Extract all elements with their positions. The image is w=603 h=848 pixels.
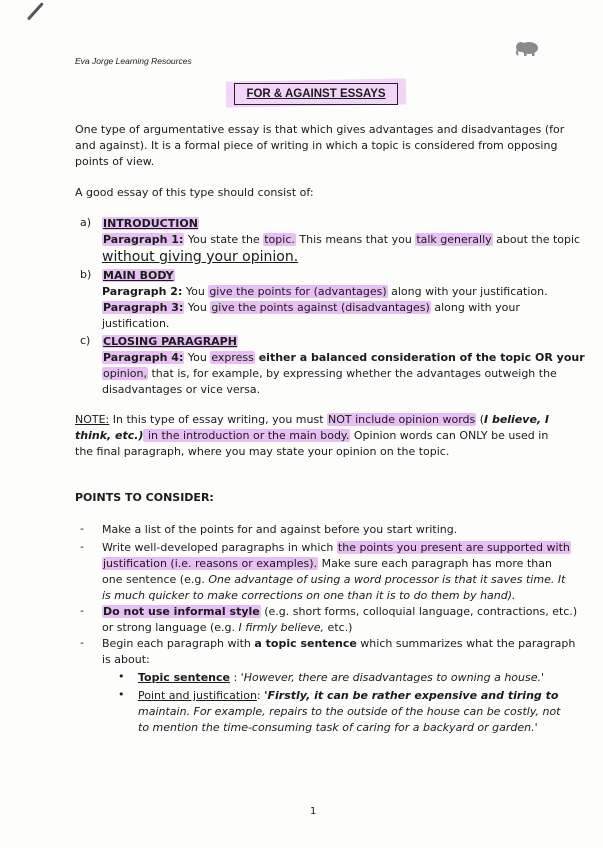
p4-text-2: either a balanced consideration of the topic OR your xyxy=(254,351,585,364)
p3pt-text-1: (e.g. short forms, colloquial language, contractions, etc.) xyxy=(260,605,578,618)
point-2-line-3 xyxy=(102,572,565,588)
p3pt-highlight: Do not use informal style xyxy=(103,605,260,618)
consist-line: A good essay of this type should consist of: xyxy=(75,186,314,199)
section-a-label: a) xyxy=(80,216,92,229)
p2-prefix: Paragraph 2: xyxy=(102,285,183,298)
p1-prefix: Paragraph 1: xyxy=(103,233,184,246)
dash-1: - xyxy=(80,522,84,535)
point-2-line-1 xyxy=(102,540,571,556)
section-b-heading xyxy=(102,268,175,284)
paragraph-4-line-3: disadvantages or vice versa. xyxy=(102,383,261,396)
p2pt-line3-italic: One advantage of using a word processor is that it saves time. It xyxy=(208,573,566,586)
subpoint-2-label: Point and justification xyxy=(138,689,257,702)
note-highlight-2: in the introduction or the main body. xyxy=(144,429,350,442)
point-2-line-4: is much quicker to make corrections on one than it is to do them by hand). xyxy=(102,589,516,602)
p1-topic: topic. xyxy=(264,233,295,246)
dash-3: - xyxy=(80,604,84,617)
note-line-1 xyxy=(75,412,549,428)
p1-text-3: about the topic xyxy=(492,233,581,246)
bullet-2: • xyxy=(118,688,125,701)
subpoint-1-sep: : xyxy=(229,671,241,684)
subpoint-2-sep: : xyxy=(256,689,265,702)
p2pt-text-1: Write well-developed paragraphs in which xyxy=(102,541,337,554)
p2pt-line2-rest: Make sure each paragraph has more than xyxy=(318,557,552,570)
note-text-2: ( xyxy=(476,413,485,426)
subpoint-2-line-2: maintain. For example, repairs to the outside of the house can be costly, not xyxy=(138,705,561,718)
p3-prefix: Paragraph 3: xyxy=(103,301,184,314)
note-text-1: In this type of essay writing, you must xyxy=(109,413,328,426)
section-c-heading-text: CLOSING PARAGRAPH xyxy=(103,335,237,348)
elephant-icon xyxy=(515,40,539,56)
paragraph-4-line-1 xyxy=(102,350,585,366)
paragraph-3-line-1 xyxy=(102,300,520,316)
p2pt-highlight: the points you present are supported with xyxy=(337,541,570,554)
subpoint-1-label: Topic sentence xyxy=(138,671,230,684)
p4-line2-rest: that is, for example, by expressing whether the advantages outweigh the xyxy=(148,367,557,380)
note-line-3: the final paragraph, where you may state your opinion on the topic. xyxy=(75,445,450,458)
dash-4: - xyxy=(80,636,84,649)
intro-line-2: and against). It is a formal piece of writing in which a topic is considered from opposing xyxy=(75,139,558,152)
p4-express: express xyxy=(211,351,254,364)
p4pt-text-1: Begin each paragraph with xyxy=(102,637,255,650)
paragraph-4-line-2 xyxy=(102,366,557,382)
p2pt-line3-text: one sentence (e.g. xyxy=(102,573,209,586)
p4-prefix: Paragraph 4: xyxy=(103,351,184,364)
point-2-line-2 xyxy=(102,556,552,572)
intro-line-1: One type of argumentative essay is that which gives advantages and disadvantages (for xyxy=(75,123,565,136)
p2-text-1: You xyxy=(182,285,209,298)
point-1: Make a list of the points for and against before you start writing. xyxy=(102,523,458,536)
subpoint-2-line-3: to mention the time-consuming task of caring for a backyard or garden.' xyxy=(138,721,538,734)
p3-highlight: give the points against (disadvantages) xyxy=(211,301,430,314)
section-b-heading-text: MAIN BODY xyxy=(103,269,174,282)
page-number: 1 xyxy=(310,806,317,817)
note-label: NOTE: xyxy=(75,413,110,426)
p2-text-2: along with your justification. xyxy=(387,285,548,298)
p3pt-line2-text-2: etc.) xyxy=(324,621,353,634)
p4-opinion: opinion, xyxy=(103,367,147,380)
point-4-line-1 xyxy=(102,636,575,652)
p4-text-1: You xyxy=(184,351,211,364)
p1-general: talk generally xyxy=(416,233,492,246)
intro-line-3: points of view. xyxy=(75,155,155,168)
point-4-line-2: is about: xyxy=(102,653,150,666)
note-line2-rest: Opinion words can ONLY be used in xyxy=(350,429,549,442)
p4pt-bold: a topic sentence xyxy=(254,637,357,650)
p3-text-2: along with your xyxy=(430,301,520,314)
subpoint-2-line-1 xyxy=(138,688,558,704)
p3-text-1: You xyxy=(184,301,211,314)
title-block xyxy=(226,78,406,108)
p4pt-text-2: which summarizes what the paragraph xyxy=(356,637,576,650)
paragraph-3-line-2: justification. xyxy=(102,317,170,330)
subpoint-1-quote: 'However, there are disadvantages to owning a house.' xyxy=(240,671,545,684)
note-italic-1: I believe, I xyxy=(484,413,550,426)
source-label: Eva Jorge Learning Resources xyxy=(75,56,192,66)
point-3-line-1 xyxy=(102,604,577,620)
subpoint-1 xyxy=(138,670,544,686)
paragraph-1-line-1 xyxy=(102,232,580,248)
bullet-1: • xyxy=(118,670,125,683)
subpoint-2-quote-1: 'Firstly, it can be rather expensive and tiring to xyxy=(264,689,559,702)
page-title: FOR & AGAINST ESSAYS xyxy=(234,83,398,105)
p2pt-line2-hl: justification (i.e. reasons or examples). xyxy=(103,557,318,570)
note-italic-2: think, etc.) xyxy=(75,429,144,442)
section-c-label: c) xyxy=(80,334,91,347)
p3pt-line2-italic: I firmly believe, xyxy=(238,621,325,634)
section-a-heading xyxy=(102,216,199,232)
note-line-2 xyxy=(75,428,548,444)
paragraph-2-line xyxy=(102,284,548,300)
p1-text-2: This means that you xyxy=(295,233,416,246)
points-heading: POINTS TO CONSIDER: xyxy=(75,491,214,504)
note-highlight-1: NOT include opinion words xyxy=(328,413,476,426)
dash-2: - xyxy=(80,540,84,553)
section-b-label: b) xyxy=(80,268,92,281)
section-c-heading xyxy=(102,334,238,350)
paragraph-1-line-2: without giving your opinion. xyxy=(102,249,299,265)
p2-highlight: give the points for (advantages) xyxy=(209,285,387,298)
pen-mark xyxy=(27,2,44,20)
section-a-heading-text: INTRODUCTION xyxy=(103,217,198,230)
p3pt-line2-text: or strong language (e.g. xyxy=(102,621,239,634)
p1-text-1: You state the xyxy=(184,233,264,246)
point-3-line-2 xyxy=(102,620,352,636)
